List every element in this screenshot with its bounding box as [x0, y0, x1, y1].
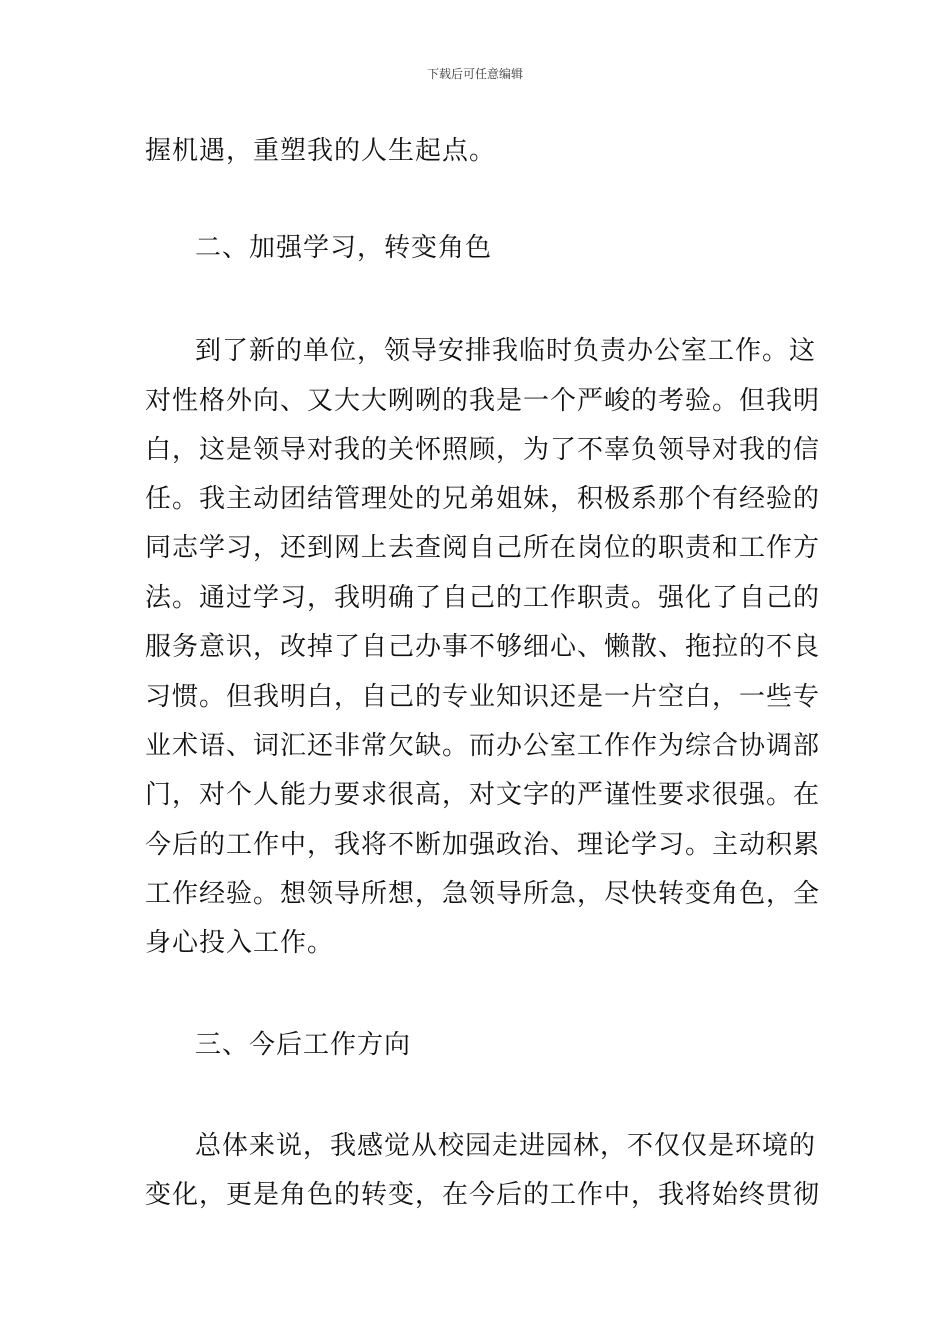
- text-line: 工作经验。想领导所想，急领导所急，尽快转变角色，全: [145, 879, 821, 909]
- page-header: 下载后可任意编辑: [426, 67, 523, 81]
- text-line: 同志学习，还到网上去查阅自己所在岗位的职责和工作方: [145, 533, 821, 563]
- section-heading: 二、加强学习，转变角色: [195, 233, 493, 263]
- text-line: 业术语、词汇还非常欠缺。而办公室工作作为综合协调部: [145, 731, 821, 761]
- text-line: 法。通过学习，我明确了自己的工作职责。强化了自己的: [145, 583, 821, 613]
- text-line: 任。我主动团结管理处的兄弟姐妹，积极系那个有经验的: [145, 484, 821, 514]
- text-line: 今后的工作中，我将不断加强政治、理论学习。主动积累: [145, 830, 821, 860]
- text-line: 握机遇，重塑我的人生起点。: [145, 136, 497, 166]
- text-line: 服务意识，改掉了自己办事不够细心、懒散、拖拉的不良: [145, 632, 821, 662]
- paragraph-first-line: 到了新的单位，领导安排我临时负责办公室工作。这: [195, 336, 817, 366]
- text-line: 习惯。但我明白，自己的专业知识还是一片空白，一些专: [145, 682, 821, 712]
- text-line: 对性格外向、又大大咧咧的我是一个严峻的考验。但我明: [145, 386, 821, 416]
- text-line: 变化，更是角色的转变，在今后的工作中，我将始终贯彻: [145, 1180, 821, 1210]
- section-heading: 三、今后工作方向: [195, 1030, 412, 1060]
- text-line: 身心投入工作。: [145, 928, 335, 958]
- paragraph-first-line: 总体来说，我感觉从校园走进园林，不仅仅是环境的: [195, 1131, 817, 1161]
- text-line: 白，这是领导对我的关怀照顾，为了不辜负领导对我的信: [145, 435, 821, 465]
- text-line: 门，对个人能力要求很高，对文字的严谨性要求很强。在: [145, 780, 821, 810]
